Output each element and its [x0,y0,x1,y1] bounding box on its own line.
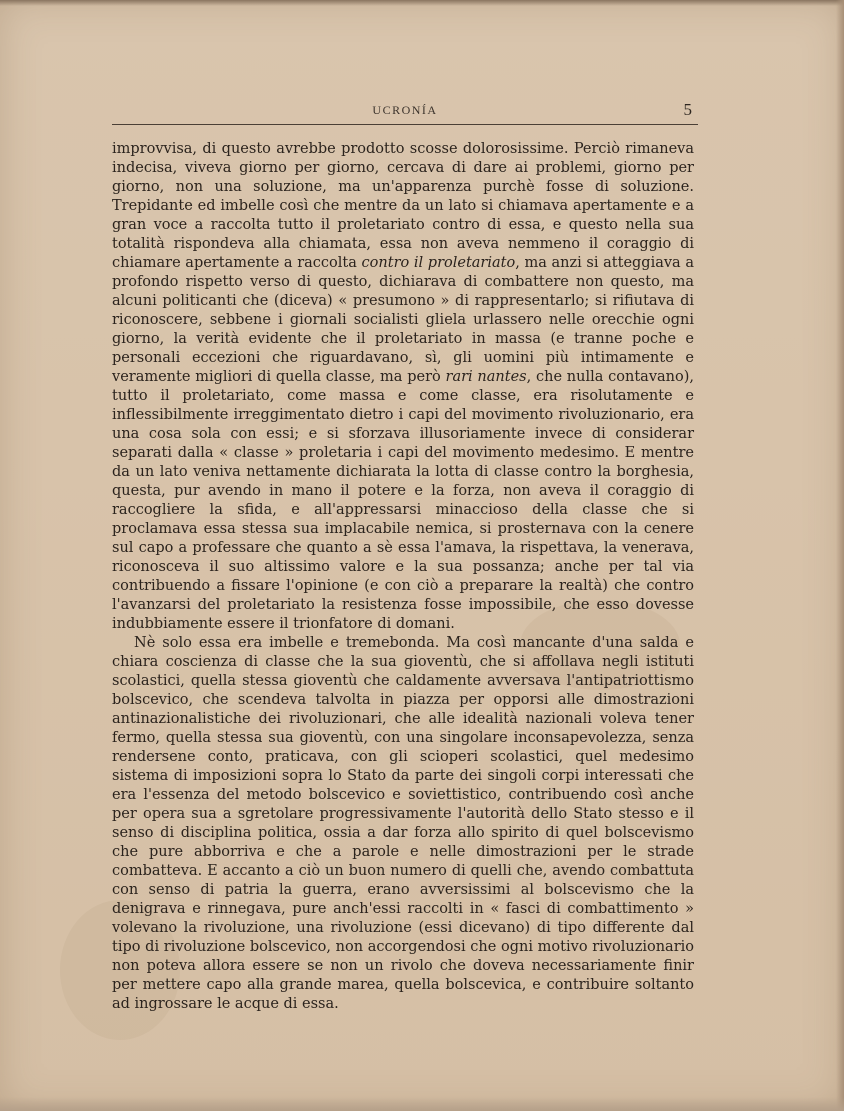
page-right-edge [836,0,844,1111]
paragraph [112,140,694,634]
page-bottom-edge [0,1097,844,1111]
text-run: , che nulla contavano), tutto il proletariato, come massa e come classe, era risolutamente e inflessibilmente irreggimentato dietro i capi del movimento rivoluzionario, era una cosa sola con essi; e si sforzava illusoriamente invece di considerar separati dalla « classe » proletaria i capi del movimento medesimo. E mentre da un lato veniva nettamente dichiarata la lotta di classe contro la borghesia, questa, pur avendo in mano il potere e la forza, non aveva il coraggio di raccogliere la sfida, e all'appressarsi minaccioso della classe che si proclamava essa stessa sua implacabile nemica, si prosternava con la cenere sul capo a professare che quanto a sè essa l'amava, la rispettava, la venerava, riconosceva il suo altissimo valore e la sua possanza; anche per tal via contribuendo a fissare l'opinione (e con ciò a preparare la realtà) che contro l'avanzarsi del proletariato la resistenza fosse impossibile, che esso dovesse indubbiamente essere il trionfatore di domani. [112,369,695,632]
running-title: UCRONÍA [372,103,438,117]
paragraph [112,634,694,1014]
running-header [112,100,698,125]
text-run-italic: contro il proletariato [361,255,516,271]
body-text [112,140,694,1014]
text-run: improvvisa, di questo avrebbe prodotto scosse dolorosissime. Perciò rimaneva indecisa, viveva giorno per giorno, cercava di dare ai problemi, giorno per giorno, non una soluzione, ma un'apparenza purchè fosse di soluzione. Trepidante ed imbelle così che mentre da un lato si chiamava apertamente e a gran voce a raccolta tutto il proletariato contro di essa, e questo nella sua totalità rispondeva alla chiamata, essa non aveva nemmeno il coraggio di chiamare apertamente a raccolta [112,141,694,271]
text-run: , ma anzi si atteggiava a profondo rispetto verso di questo, dichiarava di combattere non questo, ma alcuni politicanti che (diceva) « presumono » di rappresentarlo; si rifiutava di riconoscere, sebbene i giornali socialisti gliela urlassero nelle orecchie ogni giorno, la verità evidente che il proletariato in massa (e tranne poche e personali eccezioni che riguardavano, sì, gli uomini più intimamente e veramente migliori di quella classe, ma però [112,255,694,385]
text-run-italic: rari nantes [445,369,527,385]
text-run: Nè solo essa era imbelle e tremebonda. Ma così mancante d'una salda e chiara coscienza di classe che la sua gioventù, che si affollava negli istituti scolastici, quella stessa gioventù che caldamente avversava l'antipatriottismo bolscevico, che scendeva talvolta in piazza per opporsi alle dimostrazioni antinazionalistiche dei rivoluzionari, che alle idealità nazionali voleva tener fermo, quella stessa sua gioventù, con una singolare inconsapevolezza, senza rendersene conto, praticava, con gli scioperi scolastici, quel medesimo sistema di imposizioni sopra lo Stato da parte dei singoli corpi interessati che era l'essenza del metodo bolscevico e soviettistico, contribuendo così anche per opera sua a sgretolare progressivamente l'autorità dello Stato stesso e il senso di disciplina politica, ossia a dar forza allo spirito di quel bolscevismo che pure abborriva e che a parole e nelle dimostrazioni per le strade combatteva. E accanto a ciò un buon numero di quelli che, avendo combattuta con senso di patria la guerra, erano avversissimi al bolscevismo che la denigrava e rinnegava, pure anch'essi raccolti in « fasci di combattimento » volevano la rivoluzione, una rivoluzione (essi dicevano) di tipo differente dal tipo di rivoluzione bolscevico, non accorgendosi che ogni motivo rivoluzionario non poteva allora essere se non un rivolo che doveva necessariamente finir per mettere capo alla grande marea, quella bolscevica, e contribuire soltanto ad ingrossare le acque di essa. [112,635,694,1012]
page-top-edge [0,0,844,6]
page-number: 5 [683,100,692,119]
